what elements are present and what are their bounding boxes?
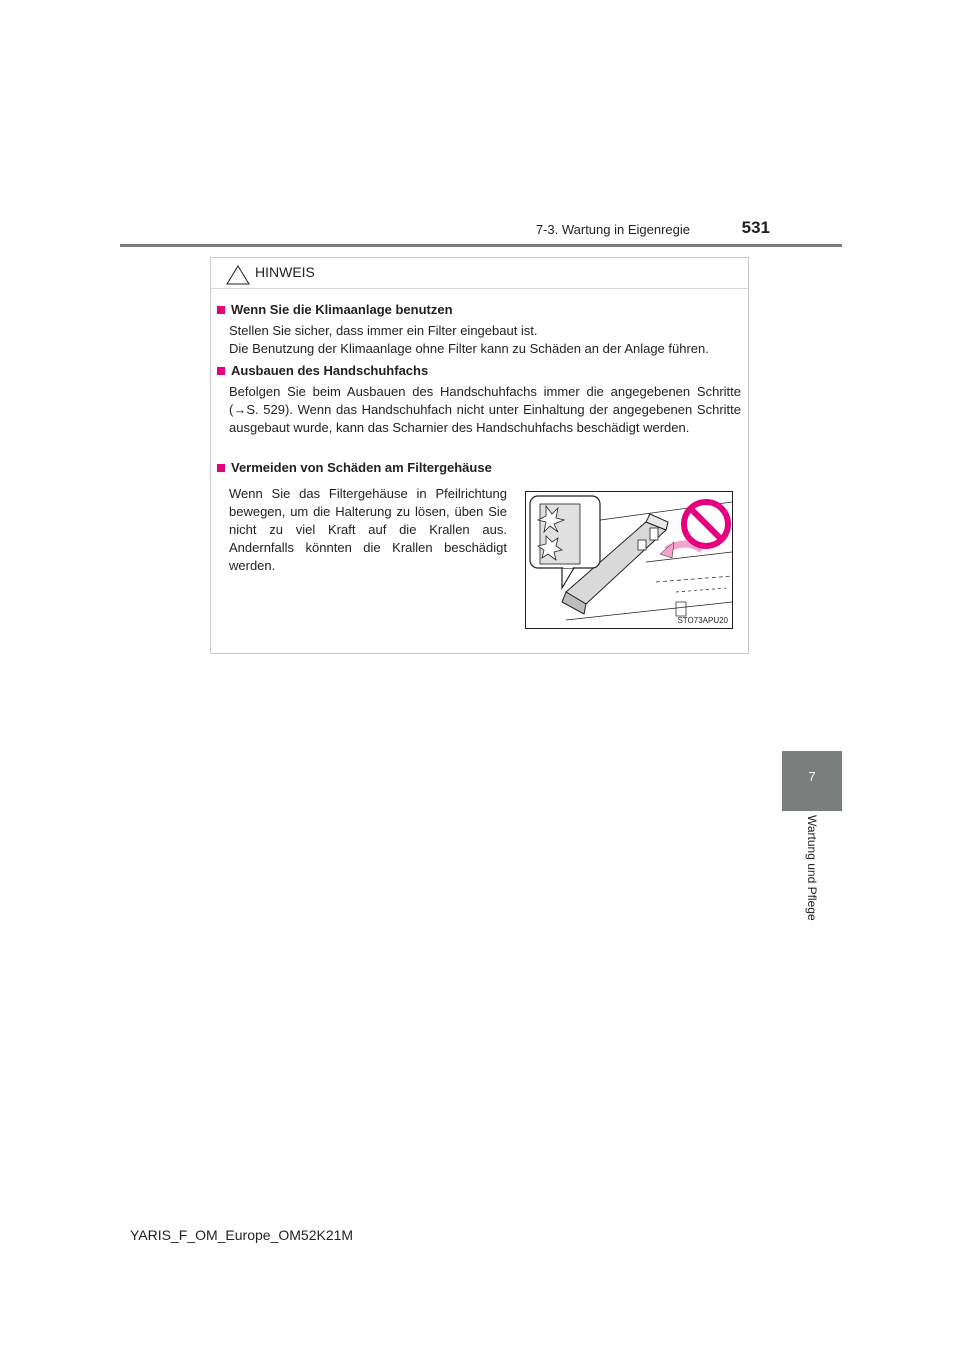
caution-box xyxy=(210,257,749,654)
text-line: Die Benutzung der Klimaanlage ohne Filter kann zu Schäden an der Anlage führen. xyxy=(229,341,709,356)
page-number: 531 xyxy=(741,218,770,237)
chapter-title: Wartung und Pflege xyxy=(805,815,819,921)
filter-housing-drawing xyxy=(526,492,732,628)
chapter-number: 7 xyxy=(808,769,816,784)
document-code: YARIS_F_OM_Europe_OM52K21M xyxy=(130,1227,354,1243)
section-title-klimaanlage: Wenn Sie die Klimaanlage benutzen xyxy=(217,302,453,317)
section-title-handschuhfach: Ausbauen des Handschuhfachs xyxy=(217,363,428,378)
header-divider xyxy=(120,244,842,247)
illustration-code: STO73APU20 xyxy=(677,616,728,625)
filter-housing-illustration xyxy=(525,491,733,629)
section-title-filtergehaeuse: Vermeiden von Schäden am Filtergehäuse xyxy=(217,460,492,475)
caution-header xyxy=(211,258,748,289)
section-text-klimaanlage xyxy=(229,322,741,358)
chapter-title-vertical xyxy=(803,815,821,945)
section-text-filtergehaeuse: Wenn Sie das Filtergehäuse in Pfeilrichtung bewegen, um die Halterung zu lösen, üben Sie nicht zu viel Kraft auf die Krallen aus. Andernfalls könnten die Krallen beschädigt werden. xyxy=(229,486,507,573)
section-heading: 7-3. Wartung in Eigenregie xyxy=(535,222,690,237)
section-text-handschuhfach: Befolgen Sie beim Ausbauen des Handschuhfachs immer die angegebenen Schritte (→S. 529). Wenn das Handschuhfach nicht unter Einhaltung der angegebenen Schritte ausgebaut wurde, kann das Scharnier des Handschuhfachs beschädigt werden. xyxy=(229,384,741,435)
bullet-square-icon xyxy=(217,306,225,314)
warning-triangle-icon xyxy=(225,264,251,286)
caution-title: HINWEIS xyxy=(255,264,315,280)
bullet-square-icon xyxy=(217,367,225,375)
bullet-square-icon xyxy=(217,464,225,472)
chapter-tab xyxy=(782,751,842,811)
text-line: Stellen Sie sicher, dass immer ein Filter eingebaut ist. xyxy=(229,323,538,338)
